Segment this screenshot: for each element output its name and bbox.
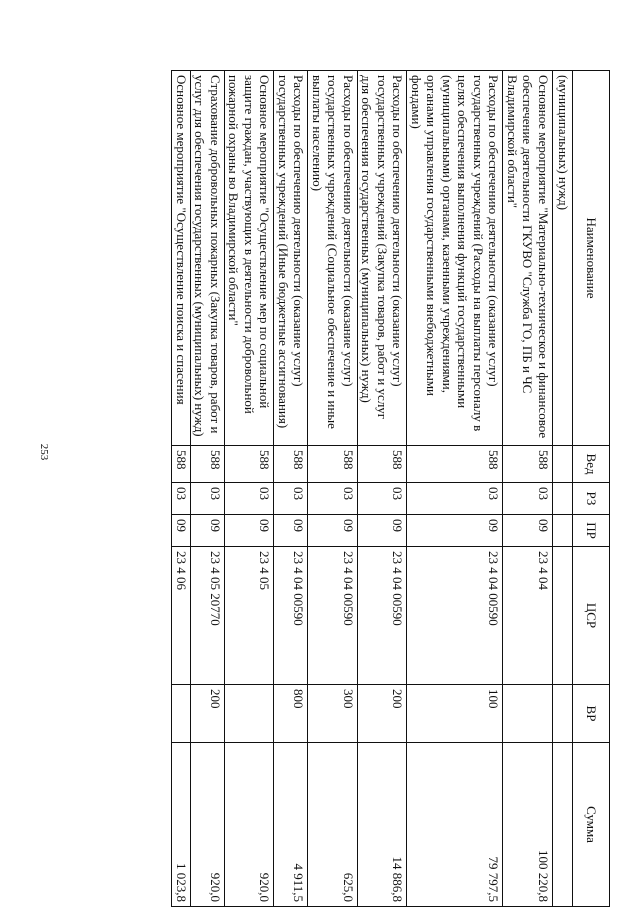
row-sum: 920,0 (191, 743, 225, 907)
row-name: Основное мероприятие "Материально-техническое и финансовое обеспечение деятельности ГКУВО "Служба ГО, ПБ и ЧС Владимирской области" (503, 71, 553, 446)
row-vr: 300 (308, 685, 358, 743)
row-name: Основное мероприятие "Осуществление мер по социальной защите граждан, участвующих в деятельности добровольной пожарной охраны во Владимирской области" (225, 71, 275, 446)
row-ved: 588 (172, 446, 191, 483)
row-pr: 09 (407, 515, 503, 547)
header-vr: ВР (573, 685, 610, 743)
row-sum: 920,0 (225, 743, 275, 907)
row-vr: 800 (274, 685, 308, 743)
row-csr (553, 547, 573, 685)
row-csr: 23 4 04 00590 (308, 547, 358, 685)
row-ved: 588 (503, 446, 553, 483)
budget-table (172, 70, 611, 907)
table-row (407, 71, 503, 907)
row-pr: 09 (308, 515, 358, 547)
header-ved: Вед (573, 446, 610, 483)
row-rz: 03 (358, 483, 408, 515)
row-vr: 200 (358, 685, 408, 743)
table-row (225, 71, 275, 907)
row-name: Основное мероприятие "Осуществление поиска и спасения (172, 71, 191, 446)
table-row (191, 71, 225, 907)
row-sum: 100 220,8 (503, 743, 553, 907)
row-csr: 23 4 04 (503, 547, 553, 685)
row-rz: 03 (225, 483, 275, 515)
header-rz: РЗ (573, 483, 610, 515)
row-sum: 79 797,5 (407, 743, 503, 907)
table-row (503, 71, 553, 907)
table-row (274, 71, 308, 907)
row-ved (553, 446, 573, 483)
table-row (553, 71, 573, 907)
row-name: Расходы по обеспечению деятельности (оказание услуг) государственных учреждений (Закупка товаров, работ и услуг для обеспечения государственных (муниципальных) нужд) (358, 71, 408, 446)
row-pr: 09 (274, 515, 308, 547)
header-pr: ПР (573, 515, 610, 547)
row-sum: 4 911,5 (274, 743, 308, 907)
header-name: Наименование (573, 71, 610, 446)
row-rz (553, 483, 573, 515)
row-ved: 588 (225, 446, 275, 483)
row-vr: 200 (191, 685, 225, 743)
row-csr: 23 4 04 00590 (407, 547, 503, 685)
row-sum: 1 023,8 (172, 743, 191, 907)
row-vr (553, 685, 573, 743)
row-vr (503, 685, 553, 743)
row-rz: 03 (407, 483, 503, 515)
row-name: Расходы по обеспечению деятельности (оказание услуг) государственных учреждений (Расходы на выплаты персоналу в целях обеспечения выполнения функций государственными (муниципальными) органами, казенными учреждениями, органами управления государственными внебюджетными фондами) (407, 71, 503, 446)
row-csr: 23 4 05 20770 (191, 547, 225, 685)
row-name: Расходы по обеспечению деятельности (оказание услуг) государственных учреждений (Социальное обеспечение и иные выплаты населению) (308, 71, 358, 446)
table-row (358, 71, 408, 907)
row-ved: 588 (274, 446, 308, 483)
row-rz: 03 (503, 483, 553, 515)
table-row (172, 71, 191, 907)
row-vr (225, 685, 275, 743)
row-sum: 14 886,8 (358, 743, 408, 907)
row-csr: 23 4 06 (172, 547, 191, 685)
row-ved: 588 (308, 446, 358, 483)
row-rz: 03 (274, 483, 308, 515)
row-rz: 03 (172, 483, 191, 515)
header-row (573, 71, 610, 907)
row-pr: 09 (358, 515, 408, 547)
header-sum: Сумма (573, 743, 610, 907)
row-csr: 23 4 04 00590 (358, 547, 408, 685)
header-csr: ЦСР (573, 547, 610, 685)
row-vr (172, 685, 191, 743)
row-pr: 09 (503, 515, 553, 547)
row-name: (муниципальных) нужд) (553, 71, 573, 446)
row-pr: 09 (225, 515, 275, 547)
row-rz: 03 (191, 483, 225, 515)
row-pr (553, 515, 573, 547)
rotated-page (90, 70, 610, 906)
row-name: Расходы по обеспечению деятельности (оказание услуг) государственных учреждений (Иные бюджетные ассигнования) (274, 71, 308, 446)
row-rz: 03 (308, 483, 358, 515)
row-csr: 23 4 04 00590 (274, 547, 308, 685)
row-sum: 625,0 (308, 743, 358, 907)
row-pr: 09 (191, 515, 225, 547)
row-sum (553, 743, 573, 907)
row-ved: 588 (407, 446, 503, 483)
row-pr: 09 (172, 515, 191, 547)
row-vr: 100 (407, 685, 503, 743)
row-ved: 588 (358, 446, 408, 483)
row-name: Страхование добровольных пожарных (Закупка товаров, работ и услуг для обеспечения государственных (муниципальных) нужд) (191, 71, 225, 446)
page-number: 253 (38, 443, 50, 461)
row-ved: 588 (191, 446, 225, 483)
row-csr: 23 4 05 (225, 547, 275, 685)
table-row (308, 71, 358, 907)
